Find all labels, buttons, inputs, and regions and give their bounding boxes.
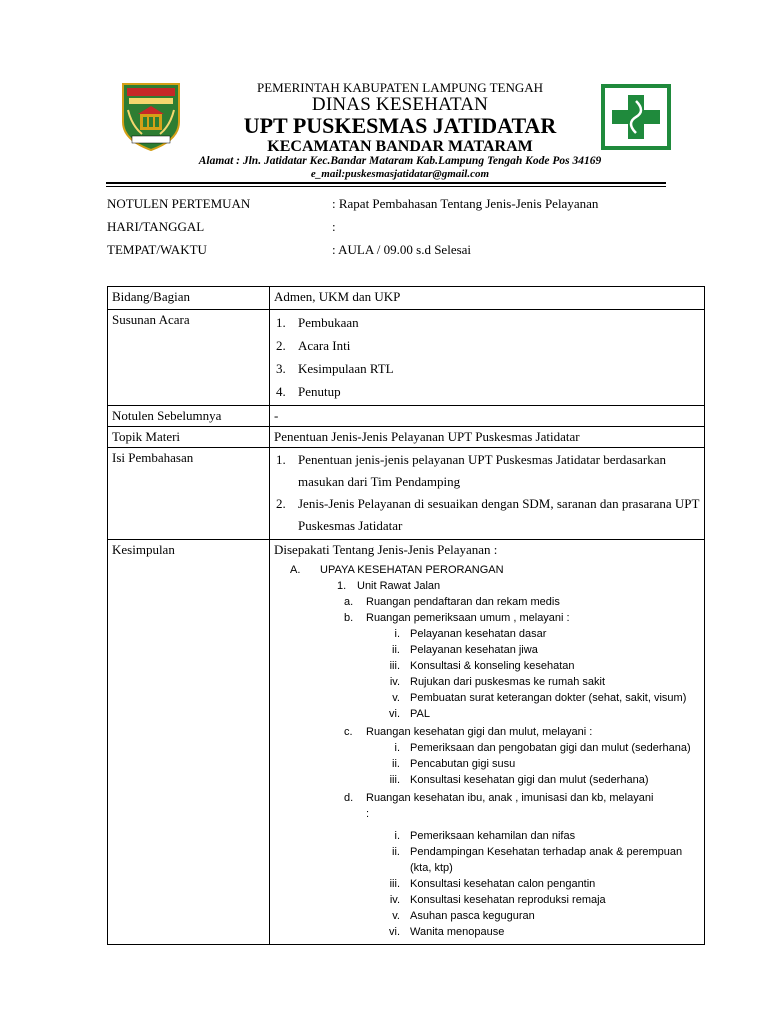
letterhead-divider-thin [106,186,666,187]
table-row [108,287,705,310]
agenda-list [274,311,700,403]
list-item: ii. Pendampingan Kesehatan terhadap anak & perempuan (kta, ktp) [392,846,683,874]
table-row [108,427,705,448]
row-value-division: Admen, UKM dan UKP [270,287,705,310]
list-item: iv. Konsultasi kesehatan reproduksi remaja [389,894,606,906]
list-item: v. Asuhan pasca keguguran [392,910,535,922]
list-item: ii. Pencabutan gigi susu [392,758,516,770]
conclusion-intro: Disepakati Tentang Jenis-Jenis Pelayanan : [274,542,498,557]
list-item: i. Pemeriksaan dan pengobatan gigi dan mulut (sederhana) [394,742,691,754]
outline-room-c: c. Ruangan kesehatan gigi dan mulut, melayani : [344,726,593,738]
conclusion-cell [270,540,705,945]
discussion-list [274,449,700,537]
row-label-conclusion: Kesimpulan [108,540,270,945]
letterhead-district: KECAMATAN BANDAR MATARAM [267,138,533,155]
row-label-previous-minutes: Notulen Sebelumnya [108,406,270,427]
list-item: 2. Jenis-Jenis Pelayanan di sesuaikan dengan SDM, saranan dan prasarana UPT Puskesmas Jatidatar [276,496,700,533]
letterhead-department: DINAS KESEHATAN [311,94,489,115]
outline-room-b: b. Ruangan pemeriksaan umum , melayani : [344,612,570,624]
meta-label-place: TEMPAT/WAKTU [107,242,207,257]
meta-value-place: : AULA / 09.00 s.d Selesai [332,242,472,257]
discussion-cell [270,448,705,540]
list-item: 3. Kesimpulaan RTL [276,361,394,376]
row-label-topic: Topik Materi [108,427,270,448]
list-item: vi. PAL [389,708,430,720]
meta-label-date: HARI/TANGGAL [107,219,205,234]
table-row [108,406,705,427]
list-item: vi. Wanita menopause [389,926,505,938]
meta-label-meeting: NOTULEN PERTEMUAN [107,196,251,211]
list-item: i. Pelayanan kesehatan dasar [394,628,547,640]
row-value-previous-minutes: - [270,406,705,427]
table-row [108,448,705,540]
row-label-agenda: Susunan Acara [108,310,270,406]
conclusion-outline [274,562,700,940]
letterhead-address: Alamat : Jln. Jatidatar Kec.Bandar Mataram Kab.Lampung Tengah Kode Pos 34169 [198,155,602,167]
outline-room-d-colon: : [366,808,370,820]
letterhead-divider-thick [106,182,666,184]
meta-value-meeting: : Rapat Pembahasan Tentang Jenis-Jenis Pelayanan [332,196,599,211]
list-item: 1. Penentuan jenis-jenis pelayanan UPT Puskesmas Jatidatar berdasarkan masukan dari Tim Pendamping [276,452,666,489]
letterhead-government: PEMERINTAH KABUPATEN LAMPUNG TENGAH [256,80,544,95]
minutes-table [107,286,705,945]
row-value-topic: Penentuan Jenis-Jenis Pelayanan UPT Puskesmas Jatidatar [270,427,705,448]
outline-unit: 1. Unit Rawat Jalan [337,580,441,592]
outline-room-d: d. Ruangan kesehatan ibu, anak , imunisasi dan kb, melayani [344,792,654,804]
table-row [108,540,705,945]
list-item: 1. Pembukaan [276,315,359,330]
list-item: iii. Konsultasi kesehatan calon pengantin [389,878,596,890]
list-item: iii. Konsultasi kesehatan gigi dan mulut (sederhana) [389,774,649,786]
outline-heading: A. UPAYA KESEHATAN PERORANGAN [290,564,504,576]
row-label-division: Bidang/Bagian [108,287,270,310]
list-item: v. Pembuatan surat keterangan dokter (sehat, sakit, visum) [392,692,687,704]
outline-room-a: a. Ruangan pendaftaran dan rekam medis [344,596,560,608]
list-item: ii. Pelayanan kesehatan jiwa [392,644,538,656]
meta-value-date: : [332,219,336,234]
list-item: 4. Penutup [276,384,341,399]
list-item: iii. Konsultasi & konseling kesehatan [389,660,575,672]
list-item: i. Pemeriksaan kehamilan dan nifas [394,830,576,842]
agenda-cell [270,310,705,406]
letterhead-email: e_mail:puskesmasjatidatar@gmail.com [310,168,490,180]
table-row [108,310,705,406]
list-item: 2. Acara Inti [276,338,351,353]
letterhead-institution: UPT PUSKESMAS JATIDATAR [243,113,557,138]
row-label-discussion: Isi Pembahasan [108,448,270,540]
list-item: iv. Rujukan dari puskesmas ke rumah sakit [389,676,606,688]
